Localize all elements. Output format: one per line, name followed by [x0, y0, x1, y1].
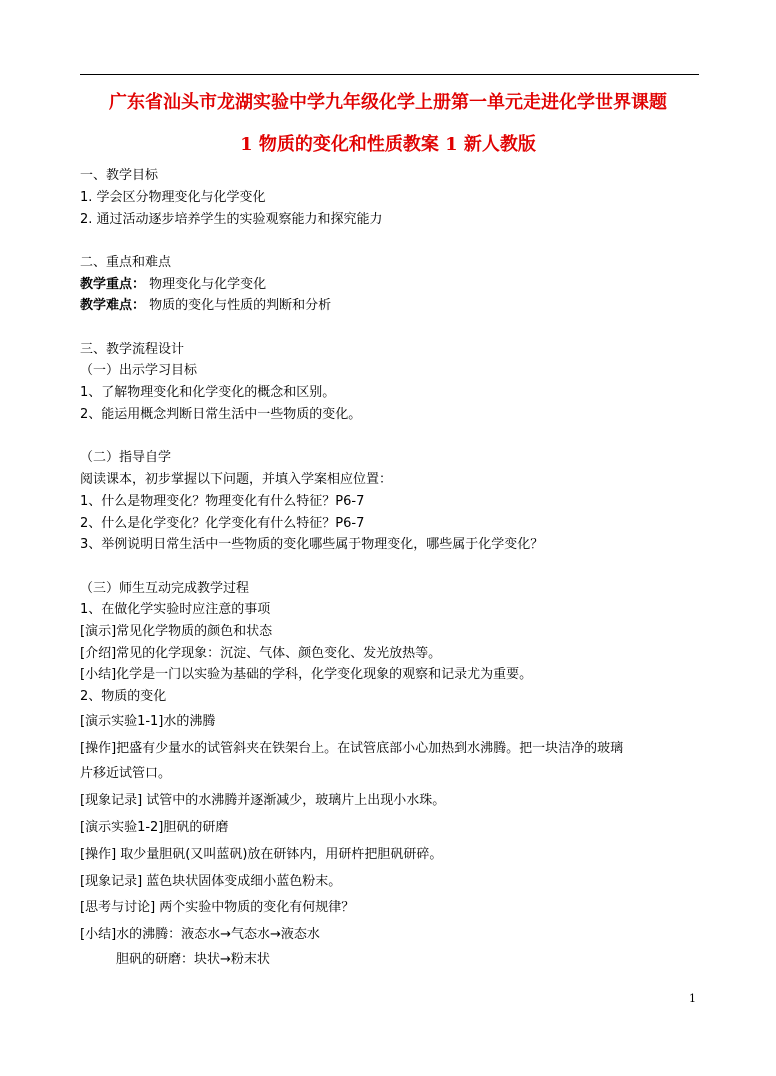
- process-line: [演示实验1-1]水的沸腾: [80, 714, 216, 729]
- process-line: [小结]水的沸腾：液态水→气态水→液态水: [80, 927, 320, 942]
- process-line: [演示实验1-2]胆矾的研磨: [80, 820, 229, 835]
- objective-item: 2. 通过活动逐步培养学生的实验观察能力和探究能力: [80, 212, 383, 227]
- page-number: 1: [689, 992, 696, 1005]
- part-2-heading: （二）指导自学: [80, 450, 172, 465]
- process-line: 片移近试管口。: [80, 766, 172, 781]
- process-line: [介绍]常见的化学现象：沉淀、气体、颜色变化、发光放热等。: [80, 646, 442, 661]
- section-1-heading: 一、教学目标: [80, 168, 159, 183]
- self-study-question: 1、什么是物理变化？物理变化有什么特征？P6-7: [80, 494, 365, 509]
- process-line: [操作] 取少量胆矾(又叫蓝矾)放在研钵内，用研杵把胆矾研碎。: [80, 847, 443, 862]
- self-study-question: 3、举例说明日常生活中一些物质的变化哪些属于物理变化，哪些属于化学变化？: [80, 537, 544, 552]
- part-1-heading: （一）出示学习目标: [80, 363, 198, 378]
- process-line: [小结]化学是一门以实验为基础的学科，化学变化现象的观察和记录尤为重要。: [80, 667, 533, 682]
- process-line: [思考与讨论] 两个实验中物质的变化有何规律？: [80, 900, 355, 915]
- process-line: [现象记录] 试管中的水沸腾并逐渐减少，玻璃片上出现小水珠。: [80, 793, 446, 808]
- part-3-heading: （三）师生互动完成教学过程: [80, 581, 250, 596]
- self-study-question: 2、什么是化学变化？化学变化有什么特征？P6-7: [80, 516, 365, 531]
- process-line: [现象记录] 蓝色块状固体变成细小蓝色粉末。: [80, 874, 342, 889]
- process-line: [操作]把盛有少量水的试管斜夹在铁架台上。在试管底部小心加热到水沸腾。把一块洁净的玻璃: [80, 741, 624, 756]
- teaching-focus-text: 物理变化与化学变化: [145, 277, 267, 292]
- learning-goal-item: 1、了解物理变化和化学变化的概念和区别。: [80, 385, 336, 400]
- process-line: 胆矾的研磨：块状→粉末状: [116, 952, 270, 967]
- document-title-line-2: 1 物质的变化和性质教案 1 新人教版: [240, 134, 536, 155]
- section-3-heading: 三、教学流程设计: [80, 342, 185, 357]
- process-line: [演示]常见化学物质的颜色和状态: [80, 624, 273, 639]
- teaching-difficulty-text: 物质的变化与性质的判断和分析: [145, 298, 332, 313]
- header-rule: [80, 74, 699, 75]
- teaching-difficulty-label: 教学难点：: [80, 298, 146, 313]
- teaching-focus-label: 教学重点：: [80, 277, 146, 292]
- self-study-intro: 阅读课本，初步掌握以下问题，并填入学案相应位置：: [80, 472, 393, 487]
- objective-item: 1. 学会区分物理变化与化学变化: [80, 190, 266, 205]
- process-line: 1、在做化学实验时应注意的事项: [80, 602, 271, 617]
- teaching-difficulty: [80, 297, 331, 315]
- section-2-heading: 二、重点和难点: [80, 255, 172, 270]
- teaching-focus: [80, 276, 266, 294]
- learning-goal-item: 2、能运用概念判断日常生活中一些物质的变化。: [80, 407, 362, 422]
- document-title-line-1: 广东省汕头市龙湖实验中学九年级化学上册第一单元走进化学世界课题: [109, 92, 667, 113]
- process-line: 2、物质的变化: [80, 689, 167, 704]
